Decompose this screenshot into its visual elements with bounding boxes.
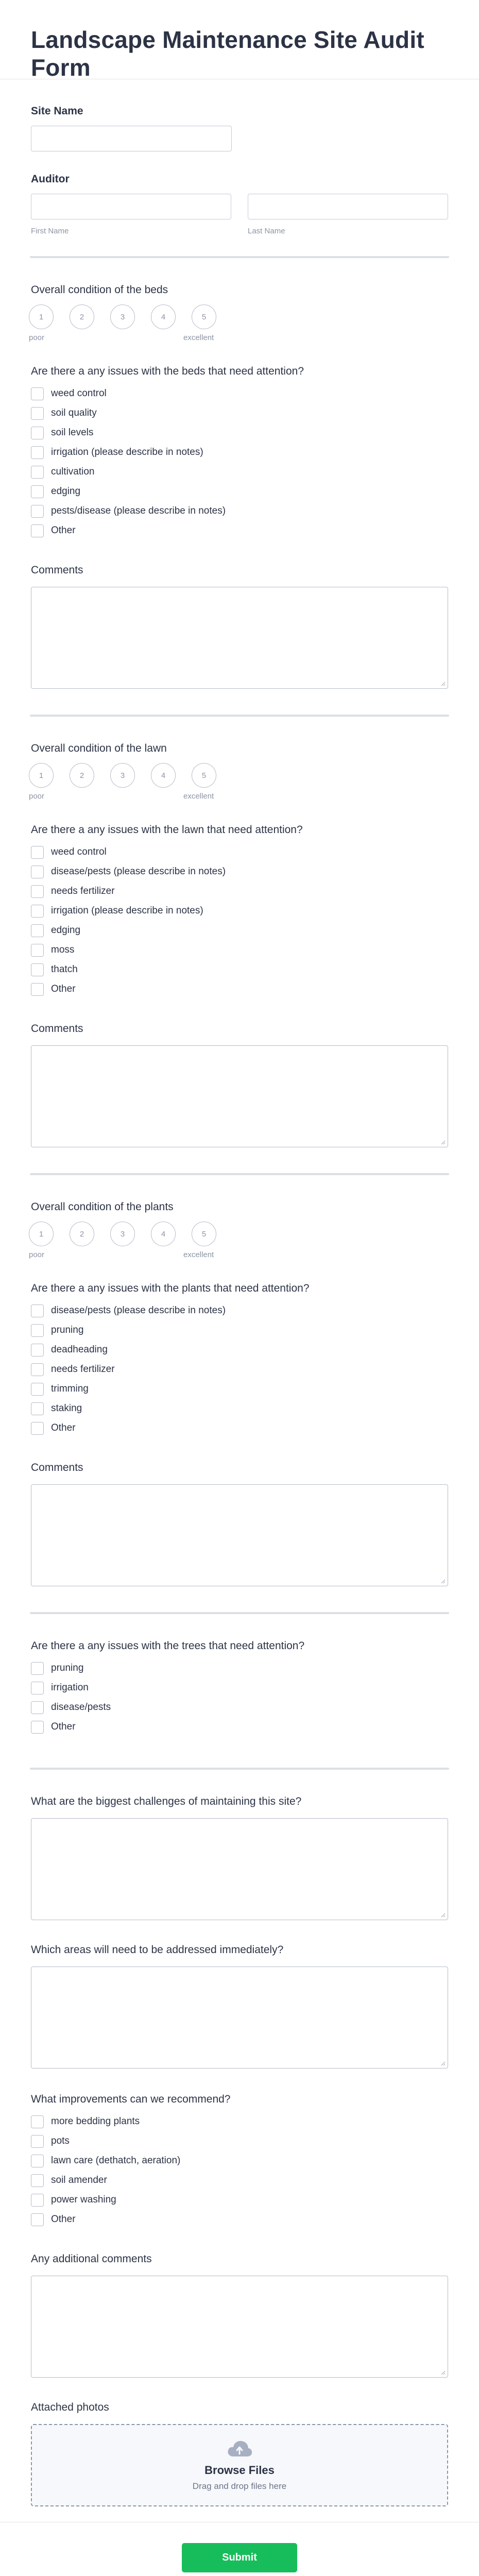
form-footer <box>0 2522 479 2576</box>
checkbox[interactable] <box>31 963 44 976</box>
beds-rating-5[interactable]: 5 <box>192 304 216 329</box>
checkbox-item[interactable] <box>31 921 448 940</box>
lawn-comments-label: Comments <box>31 1023 83 1035</box>
resize-grip-icon[interactable] <box>440 681 446 686</box>
lawn-rating-5[interactable]: 5 <box>192 763 216 788</box>
resize-grip-icon[interactable] <box>440 2061 446 2066</box>
checkbox-label: disease/pests (please describe in notes) <box>51 1305 226 1316</box>
beds-comments-label: Comments <box>31 564 83 576</box>
checkbox-label: pots <box>51 2136 70 2146</box>
checkbox[interactable] <box>31 1682 44 1694</box>
checkbox-item[interactable] <box>31 1320 448 1340</box>
last-name-sublabel: Last Name <box>248 227 285 235</box>
checkbox-label: soil levels <box>51 427 94 438</box>
checkbox-label: trimming <box>51 1383 89 1394</box>
plants-rating-5[interactable]: 5 <box>192 1222 216 1246</box>
checkbox-label: disease/pests (please describe in notes) <box>51 866 226 877</box>
last-name-input[interactable] <box>248 194 448 219</box>
resize-grip-icon[interactable] <box>440 1579 446 1584</box>
checkbox-item[interactable] <box>31 901 448 921</box>
checkbox-label: lawn care (dethatch, aeration) <box>51 2155 181 2166</box>
trees-issues-field <box>31 1640 448 1737</box>
checkbox[interactable] <box>31 846 44 859</box>
checkbox-label: soil amender <box>51 2175 107 2185</box>
checkbox-item[interactable] <box>31 940 448 960</box>
rating-high-label: excellent <box>183 333 214 342</box>
checkbox[interactable] <box>31 2115 44 2128</box>
challenges-textarea[interactable] <box>31 1818 448 1920</box>
upload-subtitle: Drag and drop files here <box>192 2481 287 2491</box>
plants-rating-2[interactable]: 2 <box>70 1222 94 1246</box>
plants-issues-list <box>31 1301 448 1438</box>
checkbox[interactable] <box>31 983 44 996</box>
checkbox-label: Other <box>51 1422 76 1433</box>
checkbox-label: Other <box>51 984 76 994</box>
checkbox[interactable] <box>31 1721 44 1734</box>
checkbox-label: weed control <box>51 388 107 399</box>
lawn-rating <box>29 763 448 788</box>
beds-rating-4[interactable]: 4 <box>151 304 176 329</box>
checkbox-item[interactable] <box>31 1678 448 1698</box>
checkbox-item[interactable] <box>31 960 448 979</box>
checkbox-label: Other <box>51 1721 76 1732</box>
lawn-rating-scale <box>31 792 448 802</box>
checkbox-item[interactable] <box>31 1360 448 1379</box>
rating-high-label: excellent <box>183 792 214 801</box>
rating-low-label: poor <box>29 333 45 342</box>
checkbox-item[interactable] <box>31 2171 448 2190</box>
additional-textarea[interactable] <box>31 2276 448 2378</box>
challenges-label: What are the biggest challenges of maintaining this site? <box>31 1795 302 1807</box>
checkbox-label: thatch <box>51 964 78 975</box>
checkbox-label: disease/pests <box>51 1702 111 1713</box>
checkbox-label: Other <box>51 2214 76 2225</box>
checkbox[interactable] <box>31 2213 44 2226</box>
beds-rating-1[interactable]: 1 <box>29 304 54 329</box>
form-title: Landscape Maintenance Site Audit Form <box>31 26 424 81</box>
plants-condition-field <box>31 1201 448 1261</box>
plants-rating-4[interactable]: 4 <box>151 1222 176 1246</box>
plants-issues-field <box>31 1282 448 1438</box>
checkbox-label: deadheading <box>51 1344 108 1355</box>
checkbox[interactable] <box>31 2174 44 2187</box>
beds-rating-3[interactable]: 3 <box>110 304 135 329</box>
checkbox-label: edging <box>51 486 81 497</box>
lawn-condition-label: Overall condition of the lawn <box>31 742 167 754</box>
checkbox[interactable] <box>31 407 44 420</box>
checkbox-label: needs fertilizer <box>51 1364 115 1375</box>
checkbox[interactable] <box>31 1304 44 1317</box>
checkbox[interactable] <box>31 885 44 898</box>
checkbox-label: staking <box>51 1403 82 1414</box>
lawn-rating-2[interactable]: 2 <box>70 763 94 788</box>
lawn-issues-field <box>31 824 448 999</box>
checkbox[interactable] <box>31 2135 44 2148</box>
first-name-sublabel: First Name <box>31 227 69 235</box>
checkbox[interactable] <box>31 1662 44 1675</box>
plants-comments-textarea[interactable] <box>31 1484 448 1586</box>
checkbox-item[interactable] <box>31 1399 448 1418</box>
checkbox[interactable] <box>31 1422 44 1435</box>
checkbox-item[interactable] <box>31 403 448 423</box>
beds-issues-label: Are there a any issues with the beds that need attention? <box>31 365 304 377</box>
checkbox[interactable] <box>31 524 44 537</box>
checkbox-label: more bedding plants <box>51 2116 140 2127</box>
checkbox-item[interactable] <box>31 1658 448 1678</box>
checkbox[interactable] <box>31 466 44 479</box>
lawn-issues-list <box>31 842 448 999</box>
checkbox[interactable] <box>31 2155 44 2167</box>
plants-condition-label: Overall condition of the plants <box>31 1201 174 1213</box>
checkbox-item[interactable] <box>31 842 448 862</box>
beds-issues-field <box>31 365 448 540</box>
beds-comments-textarea[interactable] <box>31 587 448 689</box>
site-name-label: Site Name <box>31 105 83 117</box>
beds-rating <box>29 304 448 329</box>
beds-comments-field <box>31 564 448 689</box>
cloud-upload-icon <box>226 2439 253 2459</box>
immediate-label: Which areas will need to be addressed immediately? <box>31 1944 284 1956</box>
checkbox[interactable] <box>31 387 44 400</box>
lawn-rating-3[interactable]: 3 <box>110 763 135 788</box>
beds-rating-scale <box>31 333 448 344</box>
checkbox-item[interactable] <box>31 1418 448 1438</box>
checkbox-item[interactable] <box>31 2151 448 2171</box>
beds-issues-list <box>31 384 448 540</box>
plants-rating <box>29 1222 448 1246</box>
plants-comments-label: Comments <box>31 1462 83 1473</box>
resize-grip-icon[interactable] <box>440 1140 446 1145</box>
checkbox-label: Other <box>51 525 76 536</box>
form-header <box>0 0 479 79</box>
checkbox-label: power washing <box>51 2194 116 2205</box>
rating-high-label: excellent <box>183 1250 214 1259</box>
lawn-issues-label: Are there a any issues with the lawn that need attention? <box>31 824 303 836</box>
file-upload-dropzone[interactable] <box>31 2424 448 2506</box>
checkbox-item[interactable] <box>31 1379 448 1399</box>
form-content <box>0 105 479 2506</box>
checkbox-label: moss <box>51 944 75 955</box>
checkbox-label: irrigation (please describe in notes) <box>51 447 203 457</box>
checkbox-label: weed control <box>51 846 107 857</box>
additional-field <box>31 2253 448 2378</box>
checkbox-label: edging <box>51 925 81 936</box>
checkbox-item[interactable] <box>31 423 448 443</box>
checkbox-label: soil quality <box>51 408 97 418</box>
rating-low-label: poor <box>29 1250 45 1259</box>
improvements-label: What improvements can we recommend? <box>31 2093 231 2105</box>
photos-label: Attached photos <box>31 2401 109 2413</box>
resize-grip-icon[interactable] <box>440 1912 446 1918</box>
trees-issues-list <box>31 1658 448 1737</box>
checkbox[interactable] <box>31 505 44 518</box>
checkbox[interactable] <box>31 1324 44 1337</box>
plants-issues-label: Are there a any issues with the plants that need attention? <box>31 1282 310 1294</box>
lawn-rating-1[interactable]: 1 <box>29 763 54 788</box>
rating-low-label: poor <box>29 792 45 801</box>
checkbox-label: irrigation <box>51 1682 89 1693</box>
checkbox[interactable] <box>31 427 44 439</box>
checkbox[interactable] <box>31 1363 44 1376</box>
improvements-list <box>31 2112 448 2229</box>
immediate-textarea[interactable] <box>31 1967 448 2069</box>
site-name-field <box>31 105 448 151</box>
checkbox-label: pests/disease (please describe in notes) <box>51 505 226 516</box>
beds-condition-label: Overall condition of the beds <box>31 284 168 296</box>
checkbox-label: needs fertilizer <box>51 886 115 896</box>
checkbox[interactable] <box>31 1344 44 1357</box>
checkbox-item[interactable] <box>31 384 448 403</box>
checkbox[interactable] <box>31 866 44 878</box>
checkbox-label: irrigation (please describe in notes) <box>51 905 203 916</box>
beds-rating-2[interactable]: 2 <box>70 304 94 329</box>
checkbox[interactable] <box>31 446 44 459</box>
checkbox-item[interactable] <box>31 1698 448 1717</box>
plants-rating-scale <box>31 1250 448 1261</box>
upload-title[interactable]: Browse Files <box>204 2464 275 2477</box>
checkbox[interactable] <box>31 2194 44 2207</box>
checkbox-label: pruning <box>51 1663 84 1673</box>
checkbox[interactable] <box>31 905 44 918</box>
checkbox[interactable] <box>31 485 44 498</box>
section-divider <box>30 1768 449 1770</box>
plants-rating-3[interactable]: 3 <box>110 1222 135 1246</box>
plants-rating-1[interactable]: 1 <box>29 1222 54 1246</box>
section-divider <box>30 715 449 717</box>
lawn-rating-4[interactable]: 4 <box>151 763 176 788</box>
lawn-comments-textarea[interactable] <box>31 1045 448 1147</box>
checkbox-item[interactable] <box>31 882 448 901</box>
checkbox-label: pruning <box>51 1325 84 1335</box>
checkbox-item[interactable] <box>31 2131 448 2151</box>
immediate-field <box>31 1944 448 2069</box>
checkbox-item[interactable] <box>31 979 448 999</box>
section-divider <box>30 256 449 258</box>
photos-field <box>31 2401 448 2506</box>
checkbox-item[interactable] <box>31 1340 448 1360</box>
checkbox-item[interactable] <box>31 482 448 501</box>
improvements-field <box>31 2093 448 2229</box>
first-name-input[interactable] <box>31 194 231 219</box>
checkbox[interactable] <box>31 1402 44 1415</box>
trees-issues-label: Are there a any issues with the trees that need attention? <box>31 1640 305 1652</box>
checkbox-item[interactable] <box>31 2190 448 2210</box>
checkbox-label: cultivation <box>51 466 95 477</box>
beds-condition-field <box>31 284 448 344</box>
site-name-input[interactable] <box>31 126 232 151</box>
plants-comments-field <box>31 1462 448 1586</box>
checkbox-item[interactable] <box>31 462 448 482</box>
section-divider <box>30 1173 449 1175</box>
auditor-label: Auditor <box>31 173 70 185</box>
checkbox-item[interactable] <box>31 862 448 882</box>
section-divider <box>30 1612 449 1614</box>
checkbox-item[interactable] <box>31 501 448 521</box>
checkbox-item[interactable] <box>31 2210 448 2229</box>
checkbox-item[interactable] <box>31 1301 448 1320</box>
checkbox[interactable] <box>31 1701 44 1714</box>
checkbox[interactable] <box>31 1383 44 1396</box>
checkbox-item[interactable] <box>31 2112 448 2131</box>
auditor-field <box>31 173 448 235</box>
checkbox[interactable] <box>31 924 44 937</box>
challenges-field <box>31 1795 448 1920</box>
lawn-comments-field <box>31 1023 448 1147</box>
checkbox-item[interactable] <box>31 521 448 540</box>
submit-button[interactable]: Submit <box>182 2543 297 2572</box>
additional-label: Any additional comments <box>31 2253 152 2265</box>
resize-grip-icon[interactable] <box>440 2370 446 2375</box>
checkbox-item[interactable] <box>31 1717 448 1737</box>
lawn-condition-field <box>31 742 448 802</box>
checkbox[interactable] <box>31 944 44 957</box>
checkbox-item[interactable] <box>31 443 448 462</box>
